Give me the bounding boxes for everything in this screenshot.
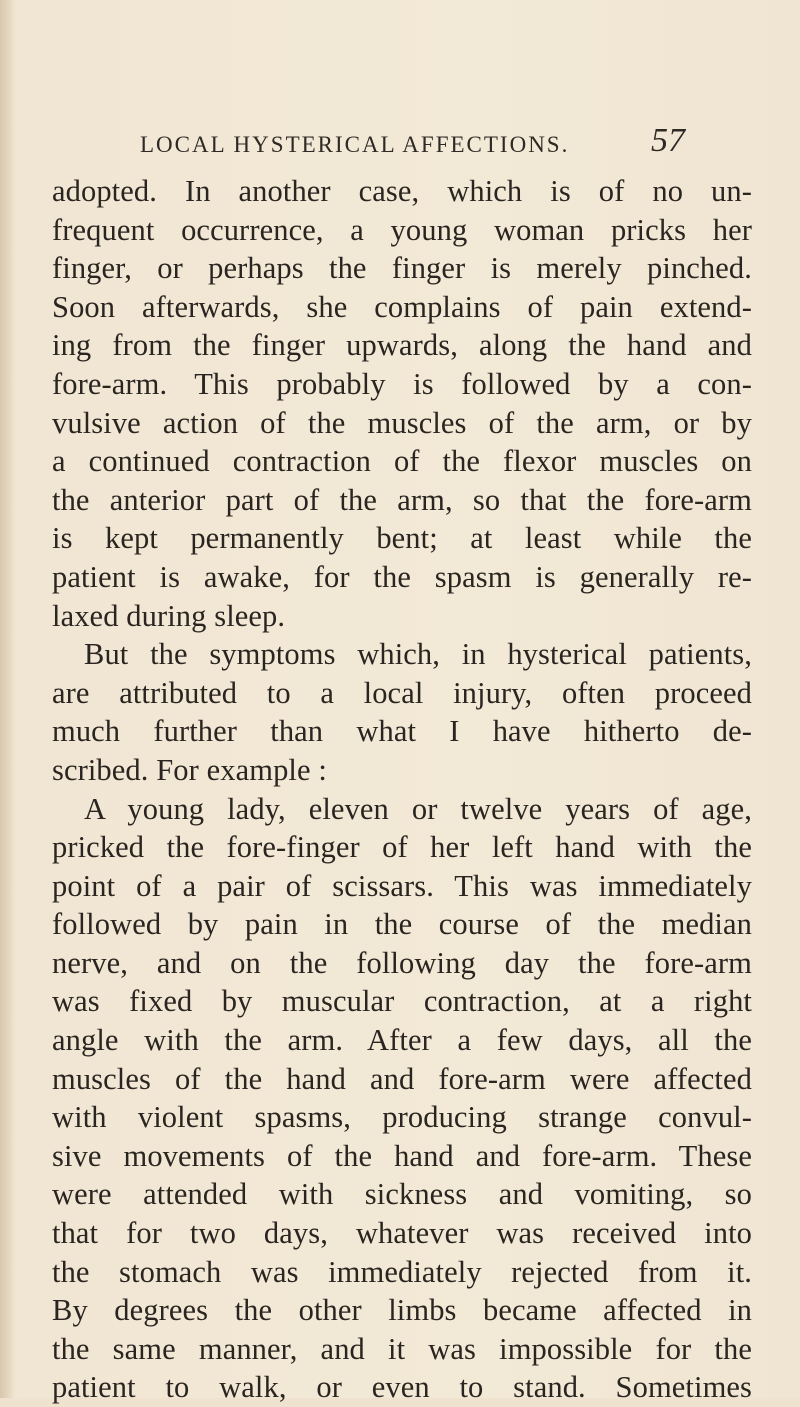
text-line: point of a pair of scissars. This was immediately — [52, 868, 752, 903]
text-line: fore-arm. This probably is followed by a con- — [52, 366, 752, 401]
text-line: the anterior part of the arm, so that the fore-arm — [52, 482, 752, 517]
body-text — [52, 172, 752, 1407]
text-line: scribed. For example : — [52, 752, 327, 787]
text-line: laxed during sleep. — [52, 598, 286, 633]
page-gutter-shadow — [0, 0, 14, 1398]
running-title: LOCAL HYSTERICAL AFFECTIONS. — [140, 132, 570, 157]
text-line: followed by pain in the course of the median — [52, 907, 752, 942]
text-line: were attended with sickness and vomiting, so — [52, 1177, 752, 1212]
text-line: By degrees the other limbs became affected in — [52, 1293, 752, 1328]
text-line: that for two days, whatever was received into — [52, 1216, 752, 1251]
text-line: Soon afterwards, she complains of pain extend- — [52, 289, 752, 324]
text-line: frequent occurrence, a young woman pricks her — [52, 212, 752, 247]
text-line: pricked the fore-finger of her left hand with the — [52, 830, 752, 865]
text-line: a continued contraction of the flexor muscles on — [52, 444, 752, 479]
text-line: patient to walk, or even to stand. Sometimes — [52, 1370, 752, 1405]
text-line: angle with the arm. After a few days, all the — [52, 1023, 752, 1058]
text-line: the same manner, and it was impossible for the — [52, 1331, 752, 1366]
page-header — [140, 122, 685, 162]
text-line: ing from the finger upwards, along the hand and — [52, 328, 752, 363]
text-line: sive movements of the hand and fore-arm. These — [52, 1138, 752, 1173]
page-number: 57 — [651, 122, 685, 159]
text-line: are attributed to a local injury, often proceed — [52, 675, 752, 710]
text-line: adopted. In another case, which is of no un- — [52, 174, 752, 208]
text-line: patient is awake, for the spasm is generally re- — [52, 559, 752, 594]
text-line: is kept permanently bent; at least while the — [52, 521, 752, 556]
text-line: much further than what I have hitherto de- — [52, 714, 752, 749]
text-line: muscles of the hand and fore-arm were affected — [52, 1061, 752, 1096]
text-line: finger, or perhaps the finger is merely pinched. — [52, 251, 752, 286]
text-line: with violent spasms, producing strange convul- — [52, 1100, 752, 1135]
paragraph-start-line: A young lady, eleven or twelve years of age, — [84, 791, 752, 826]
paragraph-start-line: But the symptoms which, in hysterical patients, — [84, 637, 752, 672]
text-line: vulsive action of the muscles of the arm, or by — [52, 405, 752, 440]
text-line: was fixed by muscular contraction, at a right — [52, 984, 752, 1019]
text-line: nerve, and on the following day the fore-arm — [52, 945, 752, 980]
text-line: the stomach was immediately rejected from it. — [52, 1254, 752, 1289]
